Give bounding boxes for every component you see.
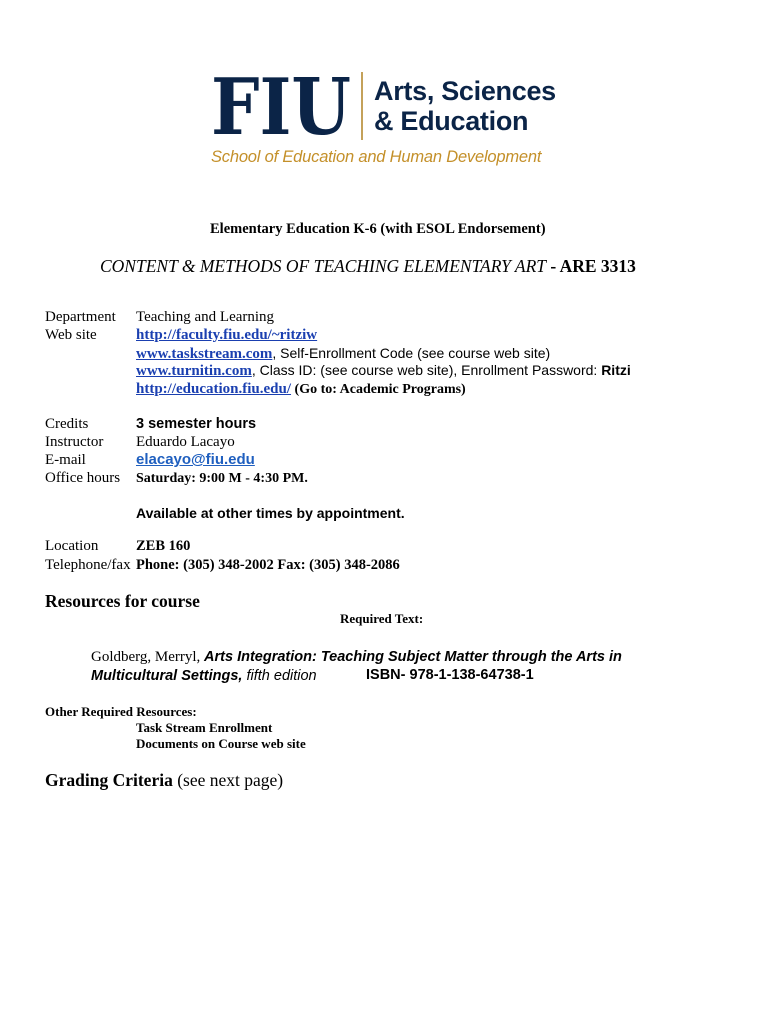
location-value: ZEB 160	[136, 538, 191, 554]
logo-line1: Arts, Sciences	[374, 76, 556, 106]
required-text-label: Required Text:	[340, 611, 424, 626]
course-name: CONTENT & METHODS OF TEACHING ELEMENTARY ART	[100, 256, 546, 276]
education-link[interactable]: http://education.fiu.edu/	[136, 381, 292, 397]
logo-line2: & Education	[374, 106, 529, 136]
other-resource-item: Documents on Course web site	[136, 736, 306, 751]
website-label: Web site	[45, 327, 97, 343]
education-line	[136, 381, 466, 398]
location-label: Location	[45, 538, 99, 554]
website-link[interactable]: http://faculty.fiu.edu/~ritziw	[136, 327, 318, 343]
book-title-2: Multicultural Settings,	[91, 668, 243, 684]
credits-value: 3 semester hours	[136, 416, 257, 432]
department-label: Department	[45, 309, 116, 325]
book-isbn: ISBN- 978-1-138-64738-1	[366, 667, 534, 683]
other-resource-item: Task Stream Enrollment	[136, 720, 273, 735]
book-author: Goldberg, Merryl,	[91, 649, 205, 665]
credits-label: Credits	[45, 416, 89, 432]
office-hours-label: Office hours	[45, 470, 121, 486]
instructor-label: Instructor	[45, 434, 104, 450]
book-edition: fifth edition	[242, 668, 317, 684]
grading-note: (see next page)	[172, 770, 284, 790]
course-code: - ARE 3313	[546, 256, 636, 276]
telephone-label: Telephone/fax	[45, 557, 131, 573]
instructor-value: Eduardo Lacayo	[136, 434, 235, 450]
resources-heading: Resources for course	[45, 591, 200, 611]
grading-title: Grading Criteria	[45, 770, 173, 790]
email-label: E-mail	[45, 452, 86, 468]
book-line-2	[91, 667, 317, 685]
availability-note: Available at other times by appointment.	[136, 505, 405, 521]
book-title-1: Arts Integration: Teaching Subject Matter through the Arts in	[204, 649, 622, 665]
logo-subtitle: School of Education and Human Development	[211, 148, 542, 166]
email-link[interactable]: elacayo@fiu.edu	[136, 451, 255, 468]
taskstream-text: , Self-Enrollment Code (see course web site)	[272, 345, 551, 361]
program-title: Elementary Education K-6 (with ESOL Endorsement)	[210, 221, 546, 237]
telephone-value: Phone: (305) 348-2002 Fax: (305) 348-2086	[136, 557, 400, 573]
book-line-1	[91, 649, 622, 666]
taskstream-link[interactable]: www.taskstream.com	[136, 346, 273, 362]
other-resources-label: Other Required Resources:	[45, 704, 197, 719]
office-hours-value: Saturday: 9:00 M - 4:30 PM.	[136, 471, 308, 486]
turnitin-text: , Class ID: (see course web site), Enrollment Password:	[251, 362, 602, 378]
turnitin-line	[136, 362, 631, 380]
department-value: Teaching and Learning	[136, 309, 275, 325]
turnitin-link[interactable]: www.turnitin.com	[136, 363, 252, 379]
taskstream-line	[136, 345, 550, 363]
svg-text:FIU: FIU	[211, 62, 351, 153]
grading-heading	[45, 770, 283, 791]
education-text: (Go to: Academic Programs)	[291, 382, 466, 397]
fiu-logo-mark	[211, 62, 351, 153]
logo-divider	[361, 72, 363, 140]
course-title	[100, 256, 636, 277]
turnitin-password: Ritzi	[601, 362, 631, 378]
